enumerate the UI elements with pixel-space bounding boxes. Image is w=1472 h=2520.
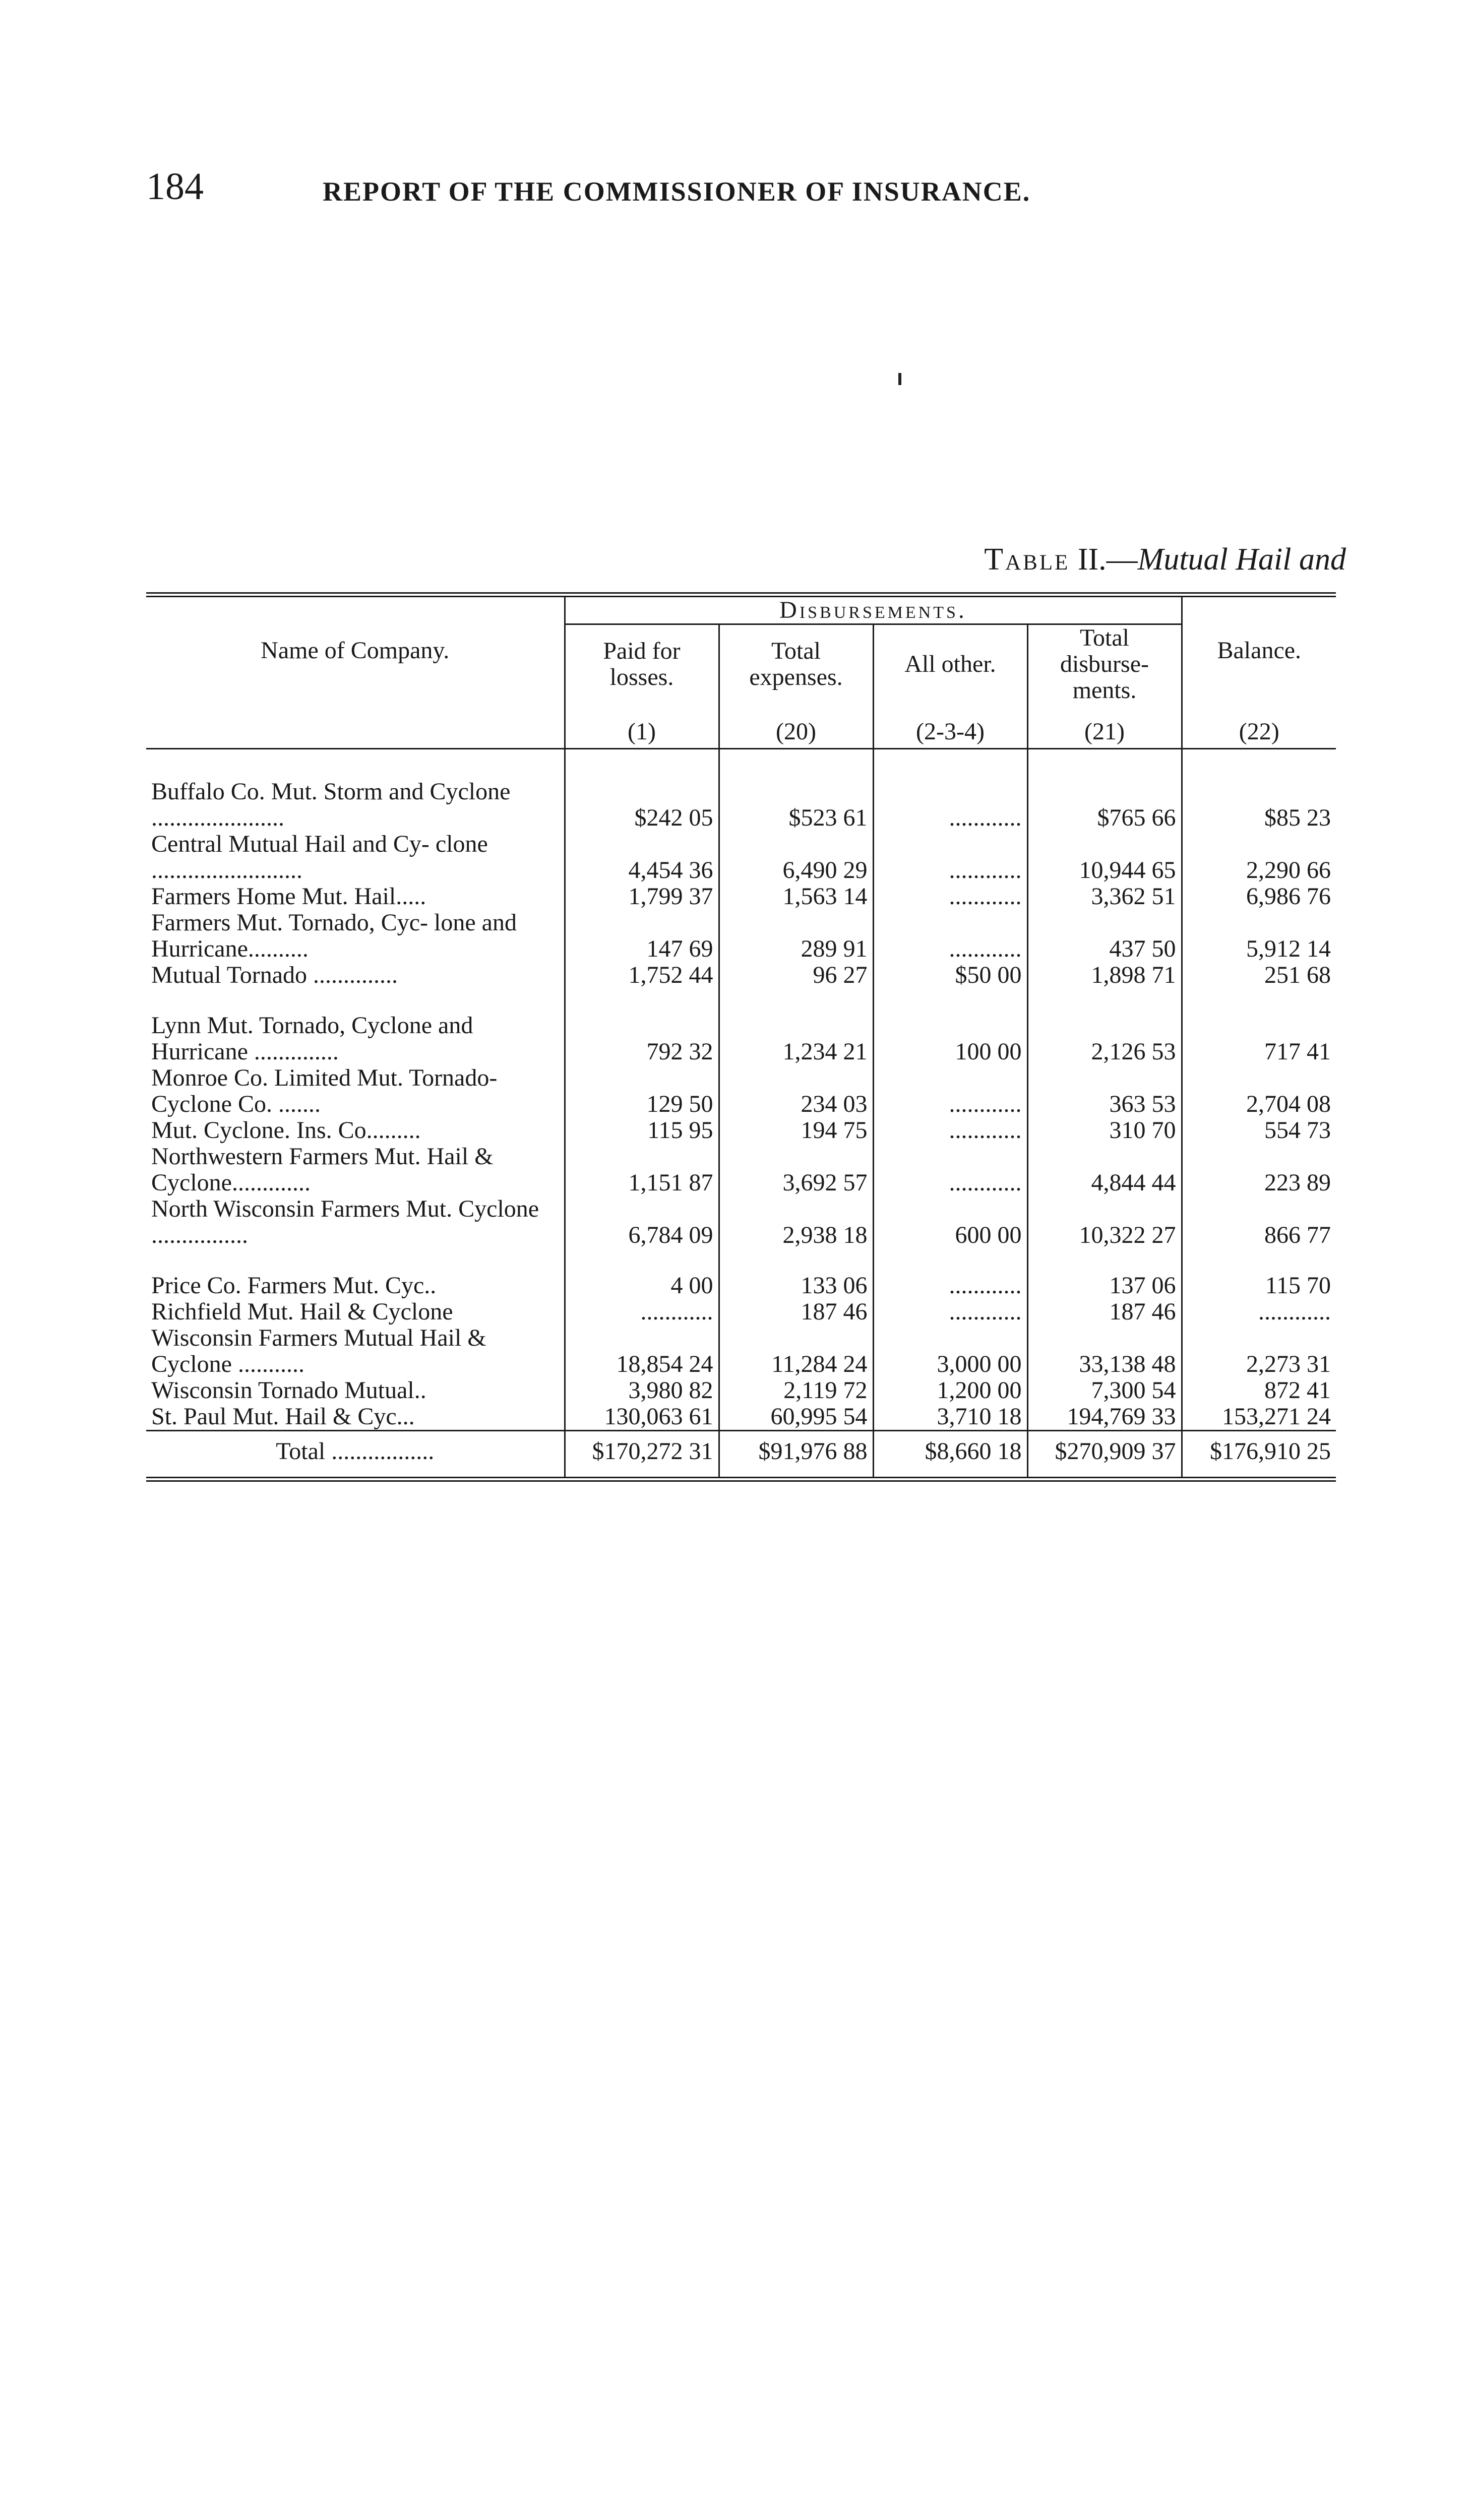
balance: 872 41 (1182, 1377, 1336, 1404)
company-name: Mutual Tornado .............. (151, 962, 398, 988)
row-spacer (146, 988, 1336, 1013)
total-disbursements: 310 70 (1027, 1117, 1182, 1144)
company-name: Lynn Mut. Tornado, Cyclone and Hurricane .............. (151, 1012, 479, 1065)
all-other: 600 00 (873, 1196, 1027, 1248)
company-name: North Wisconsin Farmers Mut. Cyclone ................ (151, 1195, 545, 1248)
total-row (146, 1431, 1336, 1480)
total-disbursements: 10,322 27 (1027, 1196, 1182, 1248)
all-other: ............ (873, 749, 1027, 832)
table-row (146, 1377, 1336, 1404)
total-expenses: 11,284 24 (719, 1325, 873, 1377)
total-expenses: 1,563 14 (719, 884, 873, 910)
column-code: (21) (1027, 704, 1182, 749)
total-disbursements: 137 06 (1027, 1273, 1182, 1299)
total-expenses-header: Total expenses. (719, 624, 873, 704)
table-row (146, 962, 1336, 988)
all-other: ............ (873, 910, 1027, 962)
table-row (146, 1144, 1336, 1196)
paid-for-losses: 4 00 (565, 1273, 719, 1299)
company-name: Price Co. Farmers Mut. Cyc.. (151, 1272, 437, 1299)
balance: 6,986 76 (1182, 884, 1336, 910)
paid-for-losses-header: Paid for losses. (565, 624, 719, 704)
total-disbursements: $765 66 (1027, 749, 1182, 832)
table-row (146, 1404, 1336, 1431)
paid-for-losses: 1,799 37 (565, 884, 719, 910)
table-row (146, 1299, 1336, 1325)
total-expenses-sum: $91,976 88 (719, 1431, 873, 1480)
balance: 2,273 31 (1182, 1325, 1336, 1377)
total-disbursements: 187 46 (1027, 1299, 1182, 1325)
total-balance: $176,910 25 (1182, 1431, 1336, 1480)
paid-for-losses: 6,784 09 (565, 1196, 719, 1248)
total-expenses: 3,692 57 (719, 1144, 873, 1196)
all-other: ............ (873, 1065, 1027, 1117)
total-expenses: 1,234 21 (719, 1013, 873, 1065)
all-other: $50 00 (873, 962, 1027, 988)
all-other: ............ (873, 1117, 1027, 1144)
company-name: Buffalo Co. Mut. Storm and Cyclone ...................... (151, 778, 517, 831)
balance: 2,290 66 (1182, 831, 1336, 884)
company-name: Farmers Home Mut. Hail..... (151, 883, 426, 910)
table-row (146, 910, 1336, 962)
all-other: 100 00 (873, 1013, 1027, 1065)
page-number: 184 (146, 165, 204, 208)
row-spacer (146, 1248, 1336, 1273)
balance: 5,912 14 (1182, 910, 1336, 962)
column-code: (2-3-4) (873, 704, 1027, 749)
column-code: (20) (719, 704, 873, 749)
balance: 717 41 (1182, 1013, 1336, 1065)
company-name: Wisconsin Tornado Mutual.. (151, 1377, 426, 1404)
total-disbursements: 3,362 51 (1027, 884, 1182, 910)
company-name: Richfield Mut. Hail & Cyclone (151, 1298, 453, 1325)
total-disbursements-header: Total disburse-ments. (1027, 624, 1182, 704)
paid-for-losses: $242 05 (565, 749, 719, 832)
table-row (146, 1013, 1336, 1065)
total-disbursements: 2,126 53 (1027, 1013, 1182, 1065)
balance: 115 70 (1182, 1273, 1336, 1299)
table-row (146, 1273, 1336, 1299)
table-row (146, 1325, 1336, 1377)
paid-for-losses: 3,980 82 (565, 1377, 719, 1404)
total-expenses: 194 75 (719, 1117, 873, 1144)
table-row (146, 884, 1336, 910)
running-head (146, 161, 1366, 212)
company-name: St. Paul Mut. Hail & Cyc... (151, 1403, 415, 1430)
paid-for-losses: ............ (565, 1299, 719, 1325)
total-expenses: 234 03 (719, 1065, 873, 1117)
company-name: Monroe Co. Limited Mut. Tornado-Cyclone Co. ....... (151, 1064, 498, 1117)
name-code-cell (146, 704, 565, 749)
balance: 153,271 24 (1182, 1404, 1336, 1431)
all-other: ............ (873, 1299, 1027, 1325)
paid-for-losses: 129 50 (565, 1065, 719, 1117)
balance-header: Balance. (1182, 595, 1336, 704)
balance: 2,704 08 (1182, 1065, 1336, 1117)
company-name: Northwestern Farmers Mut. Hail & Cyclone............. (151, 1143, 500, 1196)
balance: ............ (1182, 1299, 1336, 1325)
balance: 554 73 (1182, 1117, 1336, 1144)
company-name: Central Mutual Hail and Cy- clone ......................... (151, 831, 494, 884)
all-other-header: All other. (873, 624, 1027, 704)
all-other: 3,710 18 (873, 1404, 1027, 1431)
total-label: Total ................. (146, 1431, 565, 1480)
total-disbursements: 4,844 44 (1027, 1144, 1182, 1196)
total-disbursements: 194,769 33 (1027, 1404, 1182, 1431)
total-all-other: $8,660 18 (873, 1431, 1027, 1480)
paid-for-losses: 18,854 24 (565, 1325, 719, 1377)
table-row (146, 1196, 1336, 1248)
column-code: (22) (1182, 704, 1336, 749)
report-title: REPORT OF THE COMMISSIONER OF INSURANCE. (323, 176, 1031, 207)
company-name: Wisconsin Farmers Mutual Hail & Cyclone ........... (151, 1325, 493, 1377)
balance: 223 89 (1182, 1144, 1336, 1196)
table-caption-prefix: Table (984, 542, 1070, 577)
paid-for-losses: 147 69 (565, 910, 719, 962)
print-speck (898, 373, 901, 385)
paid-for-losses: 1,752 44 (565, 962, 719, 988)
total-disbursements: 363 53 (1027, 1065, 1182, 1117)
table-caption (984, 539, 1346, 580)
total-expenses: 60,995 54 (719, 1404, 873, 1431)
paid-for-losses: 1,151 87 (565, 1144, 719, 1196)
balance: 866 77 (1182, 1196, 1336, 1248)
total-expenses: 96 27 (719, 962, 873, 988)
all-other: 3,000 00 (873, 1325, 1027, 1377)
total-paid-for-losses: $170,272 31 (565, 1431, 719, 1480)
paid-for-losses: 130,063 61 (565, 1404, 719, 1431)
table-row (146, 749, 1336, 832)
total-expenses: 6,490 29 (719, 831, 873, 884)
paid-for-losses: 115 95 (565, 1117, 719, 1144)
balance: $85 23 (1182, 749, 1336, 832)
disbursements-table (146, 592, 1336, 1482)
all-other: ............ (873, 831, 1027, 884)
all-other: 1,200 00 (873, 1377, 1027, 1404)
all-other: ............ (873, 1144, 1027, 1196)
column-code: (1) (565, 704, 719, 749)
all-other: ............ (873, 884, 1027, 910)
table-row (146, 831, 1336, 884)
company-name: Mut. Cyclone. Ins. Co......... (151, 1117, 421, 1144)
table-row (146, 1065, 1336, 1117)
total-expenses: 2,119 72 (719, 1377, 873, 1404)
total-expenses: 187 46 (719, 1299, 873, 1325)
all-other: ............ (873, 1273, 1027, 1299)
total-disbursements: 1,898 71 (1027, 962, 1182, 988)
disbursements-header: Disbursements. (565, 595, 1182, 624)
total-expenses: 133 06 (719, 1273, 873, 1299)
total-disbursements: 7,300 54 (1027, 1377, 1182, 1404)
paid-for-losses: 792 32 (565, 1013, 719, 1065)
table-caption-text: Mutual Hail and (1137, 542, 1346, 577)
balance: 251 68 (1182, 962, 1336, 988)
total-expenses: $523 61 (719, 749, 873, 832)
table-caption-number: II.— (1077, 542, 1138, 577)
paid-for-losses: 4,454 36 (565, 831, 719, 884)
table-body (146, 749, 1336, 1480)
table-row (146, 1117, 1336, 1144)
total-expenses: 2,938 18 (719, 1196, 873, 1248)
total-disbursements: 437 50 (1027, 910, 1182, 962)
total-expenses: 289 91 (719, 910, 873, 962)
total-disbursements: 10,944 65 (1027, 831, 1182, 884)
company-name: Farmers Mut. Tornado, Cyc- lone and Hurricane.......... (151, 909, 523, 962)
total-disbursements: 33,138 48 (1027, 1325, 1182, 1377)
name-of-company-header: Name of Company. (261, 637, 450, 664)
total-disbursements-sum: $270,909 37 (1027, 1431, 1182, 1480)
